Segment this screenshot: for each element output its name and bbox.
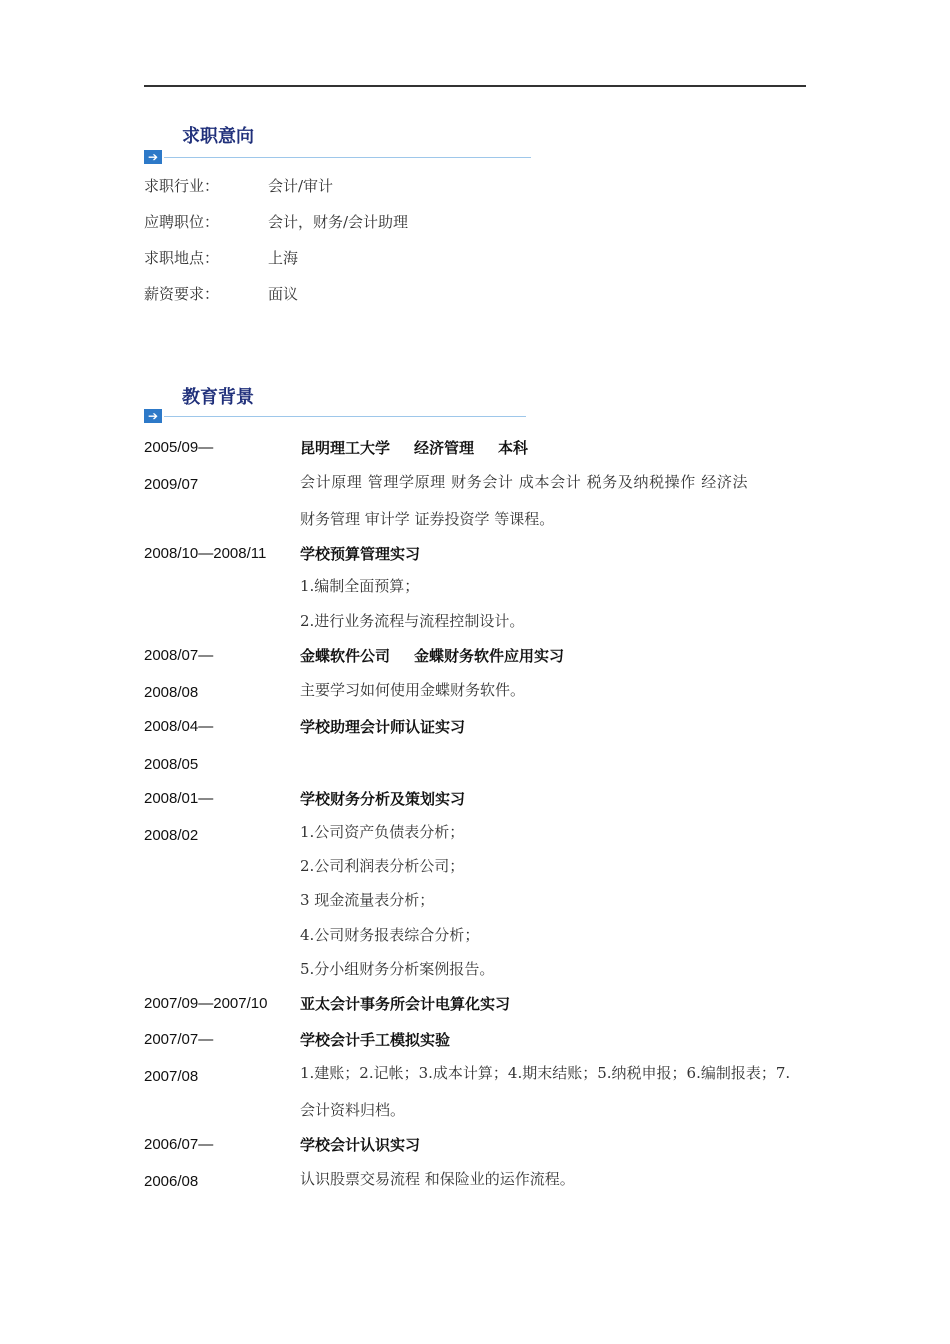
section-bar <box>144 150 531 164</box>
entry-date-start: 2006/07— <box>144 1136 214 1153</box>
entry-line: 财务管理 审计学 证券投资学 等课程。 <box>300 510 555 528</box>
row-label: 薪资要求： <box>144 285 220 303</box>
entry-line: 4.公司财务报表综合分析； <box>300 926 480 944</box>
job-intent-title: 求职意向 <box>182 126 254 147</box>
top-divider <box>144 85 806 87</box>
arrow-right-icon: ➔ <box>144 409 162 423</box>
entry-date-start: 2008/10—2008/11 <box>144 545 267 562</box>
entry-line: 会计原理 管理学原理 财务会计 成本会计 税务及纳税操作 经济法 <box>300 473 749 491</box>
arrow-right-icon: ➔ <box>144 150 162 164</box>
entry-date-end: 2008/08 <box>144 684 199 701</box>
entry-heading: 学校助理会计师认证实习 <box>300 718 466 736</box>
row-label: 应聘职位： <box>144 213 220 231</box>
entry-line: 1.建账；2.记帐；3.成本计算；4.期末结账；5.纳税申报；6.编制报表；7. <box>300 1064 791 1082</box>
row-value: 上海 <box>268 249 299 267</box>
entry-date-start: 2008/07— <box>144 647 214 664</box>
row-value: 会计/审计 <box>268 177 334 195</box>
row-value: 会计，财务/会计助理 <box>268 213 409 231</box>
entry-heading: 学校会计手工模拟实验 <box>300 1031 451 1049</box>
entry-heading: 亚太会计事务所会计电算化实习 <box>300 995 511 1013</box>
entry-heading <box>300 646 564 666</box>
company-name: 金蝶软件公司 <box>300 647 391 665</box>
row-value: 面议 <box>268 285 299 303</box>
entry-line: 5.分小组财务分析案例报告。 <box>300 960 495 978</box>
degree: 本科 <box>498 439 529 457</box>
entry-heading: 学校预算管理实习 <box>300 545 421 563</box>
entry-date-start: 2008/01— <box>144 790 214 807</box>
entry-date-start: 2008/04— <box>144 718 214 735</box>
entry-date-end: 2009/07 <box>144 476 199 493</box>
major: 经济管理 <box>414 439 475 457</box>
entry-line: 3 现金流量表分析； <box>300 891 435 909</box>
entry-heading <box>300 438 528 458</box>
entry-line: 主要学习如何使用金蝶财务软件。 <box>300 681 526 699</box>
row-label: 求职地点： <box>144 249 220 267</box>
entry-heading: 学校财务分析及策划实习 <box>300 790 466 808</box>
section-bar <box>144 409 526 423</box>
entry-line: 2.公司利润表分析公司； <box>300 857 465 875</box>
school-name: 昆明理工大学 <box>300 439 391 457</box>
entry-date-end: 2007/08 <box>144 1068 199 1085</box>
entry-date-start: 2007/09—2007/10 <box>144 995 268 1012</box>
entry-line: 会计资料归档。 <box>300 1101 406 1119</box>
education-title: 教育背景 <box>182 387 254 408</box>
entry-date-end: 2006/08 <box>144 1173 199 1190</box>
entry-line: 1.公司资产负债表分析； <box>300 823 465 841</box>
entry-heading: 学校会计认识实习 <box>300 1136 421 1154</box>
entry-date-end: 2008/05 <box>144 756 199 773</box>
entry-line: 2.进行业务流程与流程控制设计。 <box>300 612 525 630</box>
row-label: 求职行业： <box>144 177 220 195</box>
entry-line: 1.编制全面预算； <box>300 577 420 595</box>
entry-line: 认识股票交易流程 和保险业的运作流程。 <box>300 1170 575 1188</box>
entry-date-start: 2007/07— <box>144 1031 214 1048</box>
entry-date-end: 2008/02 <box>144 827 199 844</box>
entry-date-start: 2005/09— <box>144 439 214 456</box>
internship-title: 金蝶财务软件应用实习 <box>414 647 565 665</box>
